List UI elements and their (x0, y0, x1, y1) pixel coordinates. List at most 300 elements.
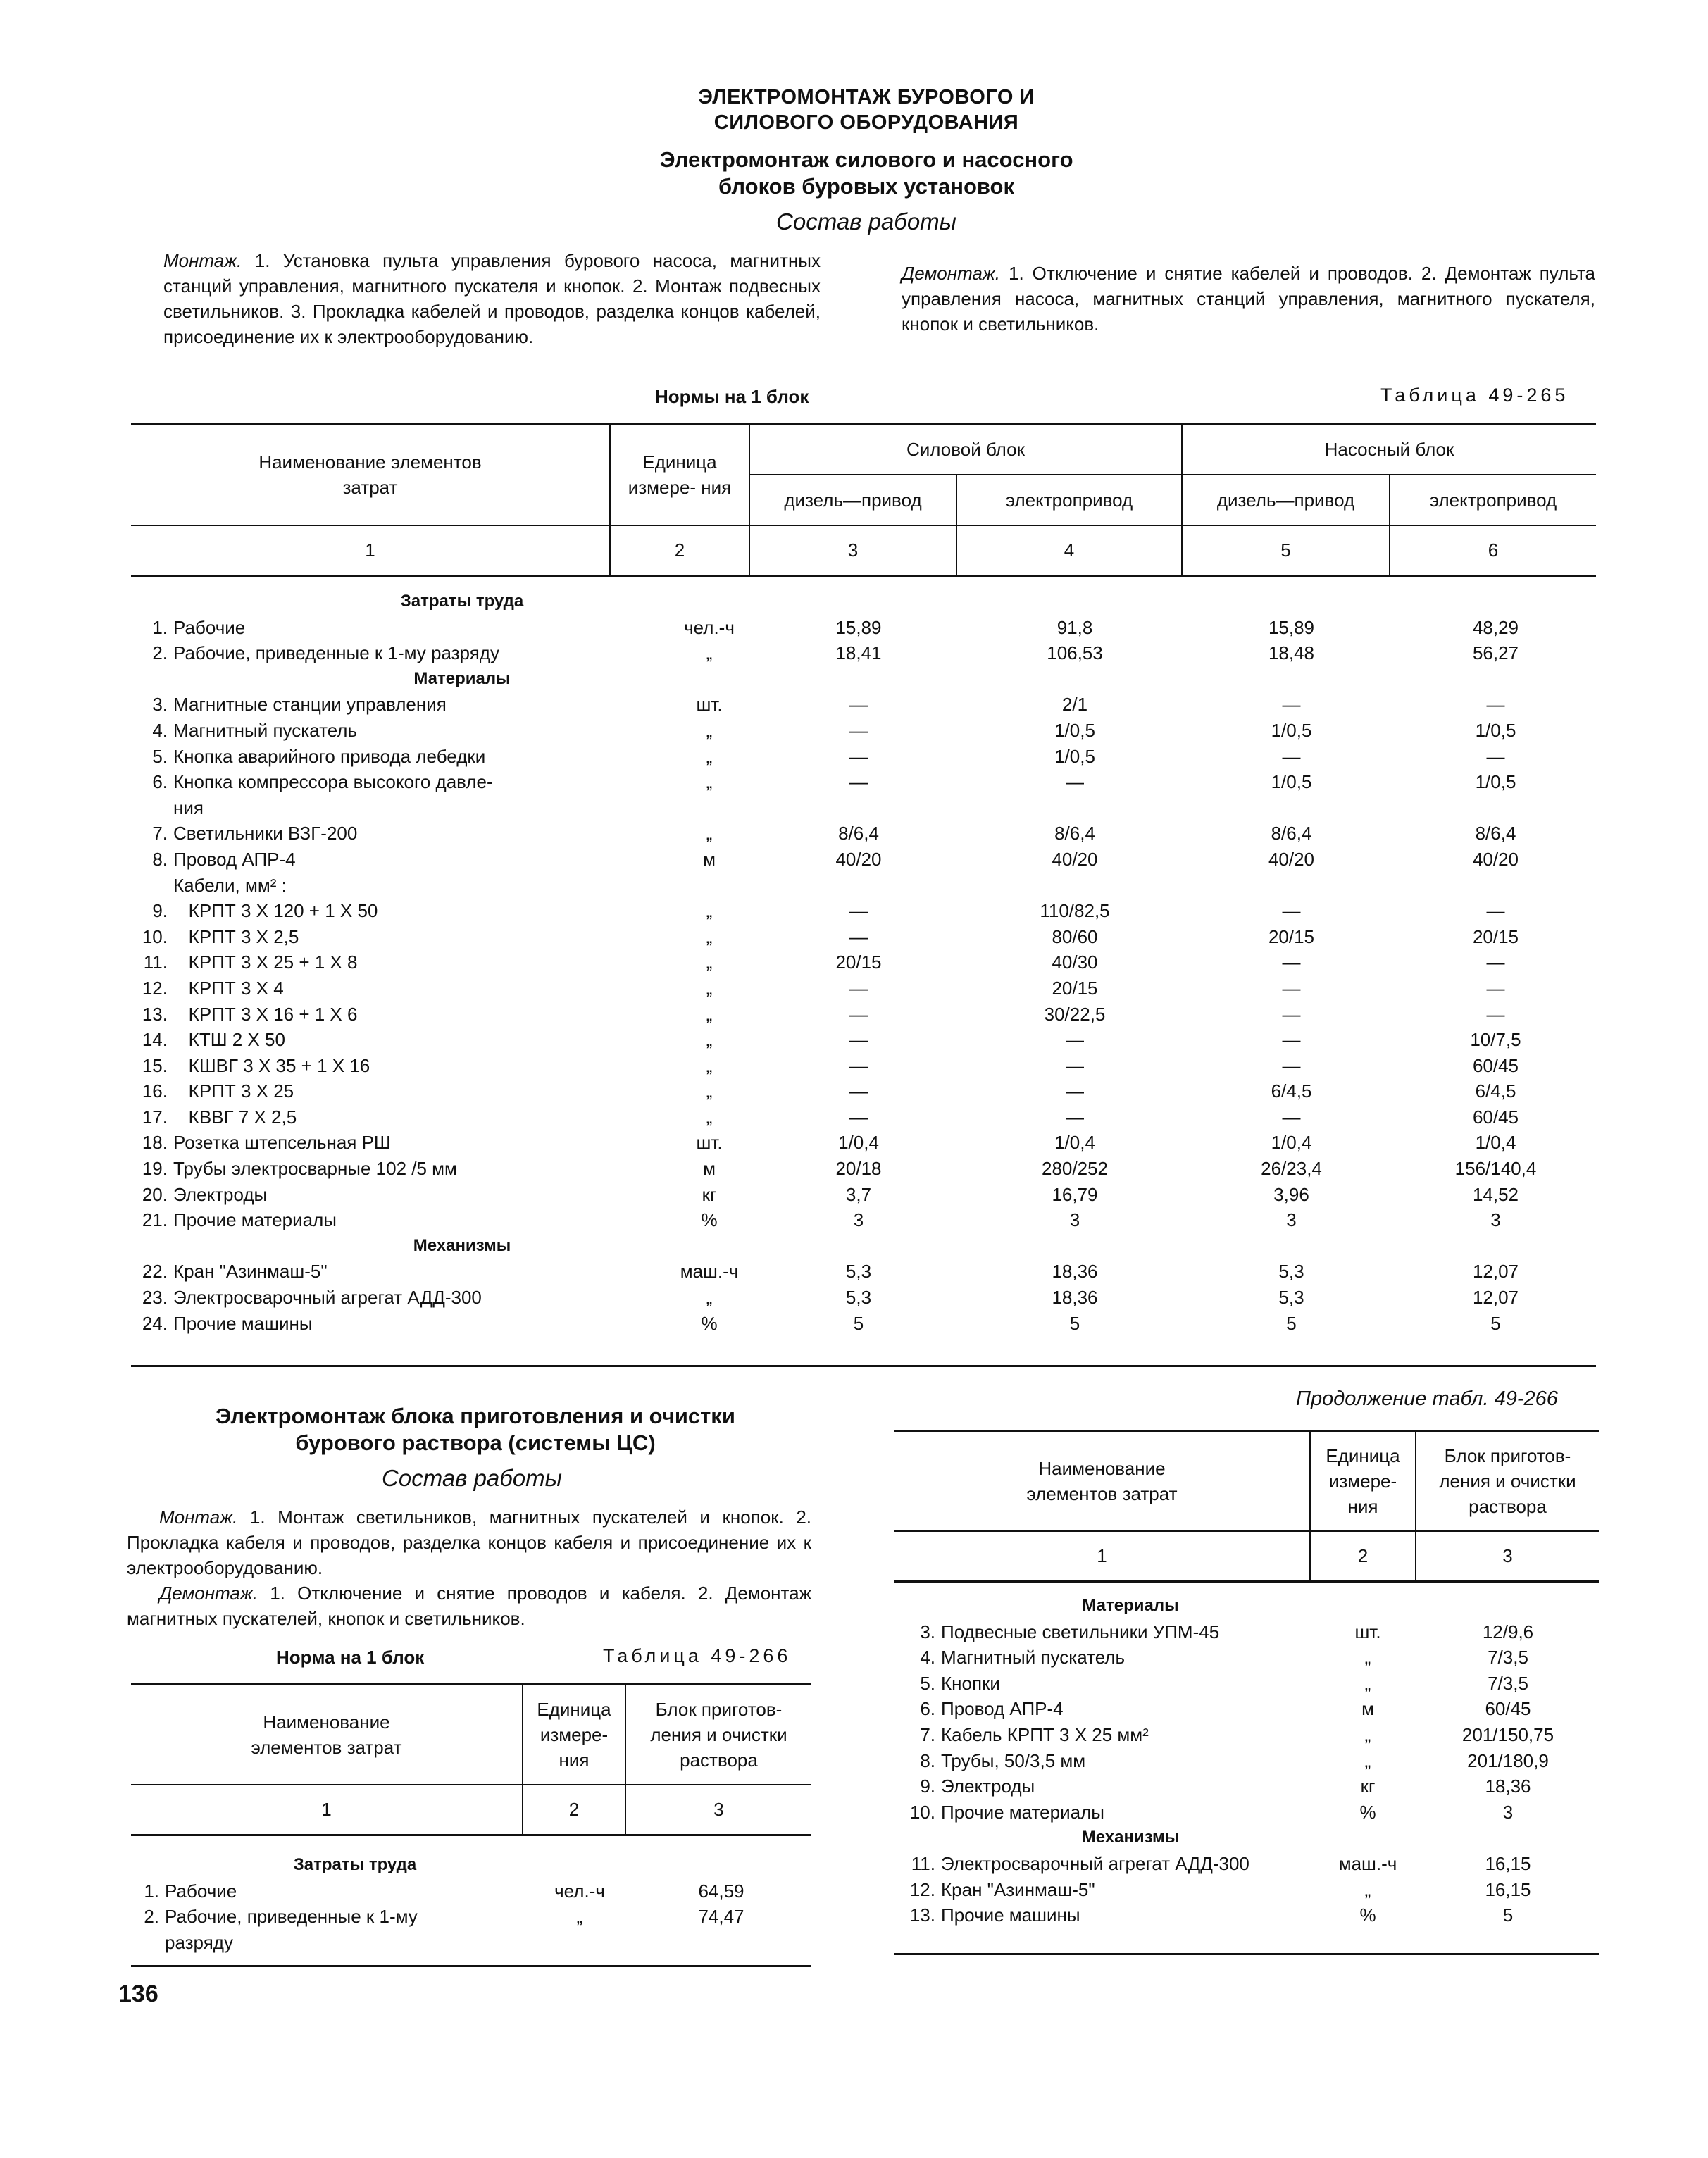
row-number: 15. (142, 1054, 168, 1076)
row-value: 1/0,5 (1271, 771, 1312, 793)
mount-paragraph (163, 248, 821, 349)
row-unit: шт. (1354, 1621, 1381, 1642)
row-value: — (1066, 771, 1084, 793)
col-header-name: Наименование элементов затрат (131, 1685, 523, 1785)
row-number: 5. (152, 745, 168, 767)
row-value: — (1066, 1029, 1084, 1051)
row-unit: „ (706, 1287, 713, 1309)
row-value: 60/45 (1472, 1106, 1519, 1128)
row-value: — (1066, 1054, 1084, 1076)
section-row (131, 1233, 1596, 1259)
table-row (131, 873, 1596, 899)
col-header-unit: Единица измере- ния (610, 424, 749, 525)
table-row (131, 1285, 1596, 1311)
row-unit: „ (1364, 1672, 1371, 1694)
row-value: — (1282, 900, 1301, 922)
section2-mount-label: Монтаж. (159, 1507, 238, 1528)
page-number: 136 (118, 1981, 158, 2007)
section-row (894, 1825, 1599, 1851)
row-number: 10. (909, 1801, 935, 1823)
section-heading: Механизмы (413, 1235, 511, 1255)
table-row (131, 1156, 1596, 1182)
dismount-paragraph (902, 261, 1595, 337)
row-number: 18. (142, 1132, 168, 1154)
row-number: 6. (152, 771, 168, 793)
row-value: — (849, 1029, 868, 1051)
row-number: 4. (152, 719, 168, 741)
row-value: 40/30 (1052, 952, 1098, 973)
row-name: Электроды (941, 1776, 1035, 1797)
table-row (131, 1207, 1596, 1233)
row-value: 18,36 (1052, 1287, 1098, 1309)
table-row (131, 1078, 1596, 1104)
row-value: — (849, 694, 868, 716)
row-unit (663, 795, 755, 821)
row-number: 23. (142, 1287, 168, 1309)
row-value: — (849, 1106, 868, 1128)
row-name: Провод АПР-4 (173, 848, 296, 870)
row-value: 1/0,4 (1475, 1132, 1516, 1154)
table-row (894, 1722, 1599, 1748)
row-value: — (1282, 952, 1301, 973)
row-value: 20/15 (835, 952, 882, 973)
row-number: 13. (142, 1003, 168, 1025)
row-name: Кран "Азинмаш-5" (173, 1261, 328, 1283)
table-row (894, 1800, 1599, 1826)
row-number: 20. (142, 1183, 168, 1205)
row-value: — (849, 977, 868, 999)
row-number: 4. (920, 1647, 935, 1669)
row-unit: м (703, 1158, 716, 1180)
row-value: 80/60 (1052, 925, 1098, 947)
row-unit: „ (706, 719, 713, 741)
col-header-name: Наименование элементов затрат (131, 424, 610, 525)
row-number: 1. (152, 616, 168, 638)
row-value: — (1486, 900, 1505, 922)
row-name: КРПТ 3 Х 120 + 1 Х 50 (173, 900, 378, 922)
row-unit: маш.-ч (1338, 1852, 1397, 1874)
section-title-line1: ЭЛЕКТРОМОНТАЖ БУРОВОГО И (698, 86, 1035, 108)
row-number: 9. (920, 1776, 935, 1797)
row-value: — (1066, 1106, 1084, 1128)
table-row (131, 795, 1596, 821)
row-unit: шт. (696, 694, 723, 716)
row-value: 20/15 (1268, 925, 1315, 947)
section2-mount-text: 1. Монтаж светильников, магнитных пускателей и кнопок. 2. Прокладка кабеля и проводов, разделка концов кабеля и присоединение их к электрооборудованию. (127, 1507, 811, 1578)
col-header-electric: электропривод (956, 475, 1182, 525)
row-value: — (1282, 1106, 1301, 1128)
row-value: 110/82,5 (1040, 900, 1110, 922)
row-value: 20/15 (1052, 977, 1098, 999)
col-number: 3 (625, 1785, 811, 1835)
table-row (131, 1130, 1596, 1156)
row-value: 156/140,4 (1454, 1158, 1537, 1180)
row-number: 7. (920, 1723, 935, 1745)
section-row (131, 589, 1596, 615)
row-value: 18,36 (1485, 1776, 1531, 1797)
row-value (1188, 873, 1395, 899)
row-name: ния (173, 797, 204, 818)
section2-title (127, 1403, 824, 1457)
table-row (131, 744, 1596, 770)
row-name: Кнопки (941, 1672, 1000, 1694)
row-value: 1/0,5 (1475, 771, 1516, 793)
col-number: 6 (1390, 525, 1596, 576)
row-value: 5,3 (845, 1261, 872, 1283)
section-heading: Материалы (413, 668, 511, 688)
row-unit: „ (706, 1106, 713, 1128)
col-header-pump-block: Насосный блок (1182, 424, 1596, 475)
row-value: 3 (1069, 1209, 1080, 1231)
row-value: 1/0,4 (1271, 1132, 1312, 1154)
table-266-body (131, 1852, 811, 1955)
row-number: 12. (142, 977, 168, 999)
row-value: — (849, 745, 868, 767)
row-number (131, 1930, 162, 1956)
row-value: 8/6,4 (1271, 823, 1312, 844)
section2-table-number: Таблица 49-266 (603, 1645, 792, 1666)
col-number: 3 (749, 525, 956, 576)
row-unit: „ (706, 900, 713, 922)
row-value: 3,7 (845, 1183, 872, 1205)
row-value: 18,48 (1268, 642, 1315, 664)
table-row (131, 821, 1596, 847)
row-value (755, 873, 962, 899)
row-value: — (1282, 745, 1301, 767)
row-value: 201/150,75 (1461, 1723, 1554, 1745)
row-unit: „ (706, 1054, 713, 1076)
table-row (131, 924, 1596, 950)
col-header-block: Блок приготов- ления и очистки раствора (625, 1685, 811, 1785)
row-value: 6/4,5 (1475, 1080, 1516, 1102)
row-value: 16,15 (1485, 1878, 1531, 1900)
row-value: 8/6,4 (838, 823, 879, 844)
table-row (131, 1027, 1596, 1053)
row-value: 280/252 (1042, 1158, 1108, 1180)
row-unit: „ (1364, 1723, 1371, 1745)
row-unit: „ (706, 823, 713, 844)
table-row (131, 975, 1596, 1002)
row-name: Кабели, мм² : (173, 874, 287, 896)
row-name: Подвесные светильники УПМ-45 (941, 1621, 1220, 1642)
col-number: 5 (1182, 525, 1390, 576)
row-value: 1/0,4 (838, 1132, 879, 1154)
row-name: Рабочие (173, 616, 246, 638)
table-row (131, 1259, 1596, 1285)
row-value: 91,8 (1056, 616, 1093, 638)
table-row (894, 1748, 1599, 1774)
row-name: Электросварочный агрегат АДД-300 (173, 1287, 482, 1309)
col-header-power-block: Силовой блок (749, 424, 1182, 475)
table-row (894, 1902, 1599, 1928)
section-title (634, 85, 1099, 135)
col-header-diesel: дизель—привод (1182, 475, 1390, 525)
row-value: — (1282, 1003, 1301, 1025)
table-row (894, 1773, 1599, 1800)
row-value: 5 (853, 1312, 864, 1334)
row-value: 56,27 (1472, 642, 1519, 664)
row-name: Прочие машины (173, 1312, 313, 1334)
row-unit: % (1359, 1904, 1376, 1926)
row-name: КРПТ 3 Х 25 + 1 Х 8 (173, 952, 358, 973)
row-name: Кран "Азинмаш-5" (941, 1878, 1095, 1900)
row-name: Прочие материалы (941, 1801, 1104, 1823)
row-number (131, 795, 170, 821)
section2-composition: Состав работы (382, 1465, 562, 1491)
table-row (894, 1877, 1599, 1903)
table-row (131, 1002, 1596, 1028)
row-name: Розетка штепсельная РШ (173, 1132, 391, 1154)
row-value: 5 (1069, 1312, 1080, 1334)
row-value: 10/7,5 (1470, 1029, 1521, 1051)
row-value: 7/3,5 (1488, 1672, 1528, 1694)
section2-mount-paragraph (127, 1504, 811, 1580)
table-266-cont-body (894, 1593, 1599, 1928)
section2-norm-caption: Норма на 1 блок (276, 1647, 425, 1668)
row-name: Рабочие (165, 1880, 237, 1902)
row-unit: „ (706, 771, 713, 793)
row-unit (528, 1930, 631, 1956)
table-row (131, 615, 1596, 641)
row-value: 16,79 (1052, 1183, 1098, 1205)
col-number: 1 (894, 1531, 1310, 1582)
table-row (131, 718, 1596, 744)
col-header-diesel: дизель—привод (749, 475, 956, 525)
row-value: 60/45 (1485, 1698, 1531, 1720)
row-value: — (1486, 745, 1505, 767)
col-header-unit: Единица измере- ния (1310, 1431, 1416, 1531)
row-value: 40/20 (1472, 848, 1519, 870)
row-value: — (1486, 977, 1505, 999)
table-row (894, 1619, 1599, 1645)
row-value: 6/4,5 (1271, 1080, 1312, 1102)
row-name: Рабочие, приведенные к 1-му разряду (173, 642, 499, 664)
section-row (131, 666, 1596, 692)
row-value (1188, 795, 1395, 821)
row-unit: маш.-ч (680, 1261, 739, 1283)
row-number (131, 873, 170, 899)
row-value: 5,3 (1278, 1261, 1304, 1283)
row-number: 8. (920, 1750, 935, 1771)
mount-label: Монтаж. (163, 250, 242, 271)
row-value: — (849, 1080, 868, 1102)
subsection-title-line1: Электромонтаж силового и насосного (659, 147, 1073, 172)
row-name: Трубы электросварные 102 /5 мм (173, 1158, 457, 1180)
col-number: 2 (1310, 1531, 1416, 1582)
table-row (131, 847, 1596, 873)
row-value: 1/0,5 (1271, 719, 1312, 741)
row-value: 40/20 (835, 848, 882, 870)
row-name: КШВГ 3 Х 35 + 1 Х 16 (173, 1054, 370, 1076)
row-value: — (1486, 1003, 1505, 1025)
row-value: — (1282, 1029, 1301, 1051)
row-value: — (849, 1003, 868, 1025)
col-number: 1 (131, 525, 610, 576)
subsection-title-line2: блоков буровых установок (718, 174, 1015, 199)
row-value: 7/3,5 (1488, 1647, 1528, 1669)
table-row (894, 1671, 1599, 1697)
row-value: 5 (1502, 1904, 1514, 1926)
col-number: 2 (610, 525, 749, 576)
section-heading: Механизмы (1081, 1828, 1180, 1847)
table-265-bottom-rule (131, 1365, 1596, 1367)
row-name: КРПТ 3 Х 4 (173, 977, 284, 999)
row-name: Кнопка аварийного привода лебедки (173, 745, 486, 767)
row-value: 48,29 (1472, 616, 1519, 638)
row-name: Рабочие, приведенные к 1-му (165, 1906, 418, 1928)
row-value: 5 (1490, 1312, 1501, 1334)
row-unit: кг (1360, 1776, 1376, 1797)
norm-caption: Нормы на 1 блок (655, 386, 809, 407)
composition-heading: Состав работы (776, 208, 956, 235)
row-unit: „ (706, 1029, 713, 1051)
row-value: — (849, 1054, 868, 1076)
row-value: 3 (1502, 1801, 1514, 1823)
row-number: 21. (142, 1209, 168, 1231)
table-row (131, 1930, 811, 1956)
section-heading: Затраты труда (400, 592, 524, 611)
section-title-line2: СИЛОВОГО ОБОРУДОВАНИЯ (713, 111, 1019, 134)
row-value: 15,89 (835, 616, 882, 638)
row-value (755, 795, 962, 821)
row-name: КРПТ 3 Х 2,5 (173, 925, 299, 947)
col-header-name: Наименование элементов затрат (894, 1431, 1310, 1531)
row-unit: „ (576, 1906, 583, 1928)
row-value: 15,89 (1268, 616, 1315, 638)
table-row (131, 1104, 1596, 1130)
section-heading: Материалы (1082, 1596, 1179, 1615)
row-number: 11. (143, 952, 168, 973)
row-value: 1/0,5 (1054, 745, 1095, 767)
row-value: 60/45 (1472, 1054, 1519, 1076)
table-266-cont-header (894, 1430, 1599, 1583)
row-name: Трубы, 50/3,5 мм (941, 1750, 1086, 1771)
row-number: 10. (142, 925, 168, 947)
table-row (131, 949, 1596, 975)
row-value: 40/20 (1268, 848, 1315, 870)
row-value: 8/6,4 (1054, 823, 1095, 844)
row-number: 13. (909, 1904, 935, 1926)
row-name: Кабель КРПТ 3 Х 25 мм² (941, 1723, 1149, 1745)
row-value: 1/0,4 (1054, 1132, 1095, 1154)
row-value: 5,3 (1278, 1287, 1304, 1309)
row-unit: „ (1364, 1878, 1371, 1900)
dismount-label: Демонтаж. (902, 263, 1001, 284)
table-266-cont-bottom-rule (894, 1953, 1599, 1955)
row-number: 2. (152, 642, 168, 664)
section2-title-line2: бурового раствора (системы ЦС) (295, 1430, 656, 1455)
row-unit: м (703, 848, 716, 870)
col-number: 3 (1416, 1531, 1599, 1582)
row-name: КРПТ 3 Х 25 (173, 1080, 294, 1102)
table-row (131, 769, 1596, 795)
row-unit: „ (706, 1080, 713, 1102)
dismount-text: 1. Отключение и снятие кабелей и проводов. 2. Демонтаж пульта управления насоса, магнитных станций управления, магнитного пускателя, кнопок и светильников. (902, 263, 1595, 335)
row-name: Прочие машины (941, 1904, 1080, 1926)
row-number: 3. (920, 1621, 935, 1642)
row-number: 7. (152, 823, 168, 844)
row-unit: м (1361, 1698, 1374, 1720)
row-value: — (849, 719, 868, 741)
table-row (131, 1053, 1596, 1079)
row-value: 1/0,5 (1475, 719, 1516, 741)
row-value: 64,59 (698, 1880, 744, 1902)
row-unit: шт. (696, 1132, 723, 1154)
row-value (1395, 795, 1596, 821)
row-number: 2. (144, 1906, 159, 1928)
row-value: 16,15 (1485, 1852, 1531, 1874)
row-unit: „ (706, 1003, 713, 1025)
table-266-bottom-rule (131, 1965, 811, 1967)
row-number: 11. (911, 1852, 935, 1874)
row-unit: % (701, 1312, 718, 1334)
table-row (894, 1851, 1599, 1877)
row-value: 74,47 (698, 1906, 744, 1928)
row-value: 201/180,9 (1467, 1750, 1549, 1771)
section-row (131, 1852, 811, 1878)
row-number: 24. (142, 1312, 168, 1334)
row-name: КВВГ 7 Х 2,5 (173, 1106, 297, 1128)
table-row (894, 1645, 1599, 1671)
row-unit: кг (702, 1183, 717, 1205)
row-value: 3 (1286, 1209, 1297, 1231)
section2-dismount-paragraph (127, 1580, 811, 1631)
row-unit: „ (706, 642, 713, 664)
table-row (131, 1878, 811, 1904)
row-unit: чел.-ч (554, 1880, 605, 1902)
row-name: Электроды (173, 1183, 268, 1205)
row-unit: „ (706, 745, 713, 767)
row-value: 3,96 (1273, 1183, 1309, 1205)
row-value: 12/9,6 (1482, 1621, 1534, 1642)
mount-text: 1. Установка пульта управления бурового насоса, магнитных станций управления, магнитного пускателя и кнопок. 2. Монтаж подвесных светильников. 3. Прокладка кабелей и проводов, разделка концов кабелей, присоединение их к электрооборудованию. (163, 250, 821, 347)
row-name: Магнитный пускатель (941, 1647, 1126, 1669)
col-header-unit: Единица измере- ния (523, 1685, 625, 1785)
row-unit: „ (706, 977, 713, 999)
col-header-electric: электропривод (1390, 475, 1596, 525)
table-number: Таблица 49-265 (1380, 385, 1569, 406)
row-unit: „ (1364, 1750, 1371, 1771)
row-number: 3. (152, 694, 168, 716)
row-unit: чел.-ч (684, 616, 735, 638)
table-265-header (131, 423, 1596, 577)
row-number: 8. (152, 848, 168, 870)
row-number: 22. (142, 1261, 168, 1283)
row-name: КРПТ 3 Х 16 + 1 Х 6 (173, 1003, 358, 1025)
table-row (131, 1182, 1596, 1208)
row-value: — (1282, 1054, 1301, 1076)
row-value: — (849, 900, 868, 922)
row-value: 40/20 (1052, 848, 1098, 870)
row-value (962, 795, 1188, 821)
row-unit (663, 873, 755, 899)
row-value: 20/18 (835, 1158, 882, 1180)
col-header-block: Блок приготов- ления и очистки раствора (1416, 1431, 1599, 1531)
row-value: 3 (853, 1209, 864, 1231)
table-row (131, 898, 1596, 924)
section2-dismount-label: Демонтаж. (159, 1583, 258, 1604)
continuation-caption: Продолжение табл. 49-266 (1296, 1387, 1558, 1410)
row-value (631, 1930, 811, 1956)
row-name: КТШ 2 Х 50 (173, 1029, 285, 1051)
row-value: — (1066, 1080, 1084, 1102)
row-value: — (849, 925, 868, 947)
row-name: Светильники ВЗГ-200 (173, 823, 358, 844)
table-row (131, 1311, 1596, 1337)
row-value: 26/23,4 (1261, 1158, 1322, 1180)
row-number: 6. (920, 1698, 935, 1720)
row-value: 12,07 (1472, 1261, 1519, 1283)
